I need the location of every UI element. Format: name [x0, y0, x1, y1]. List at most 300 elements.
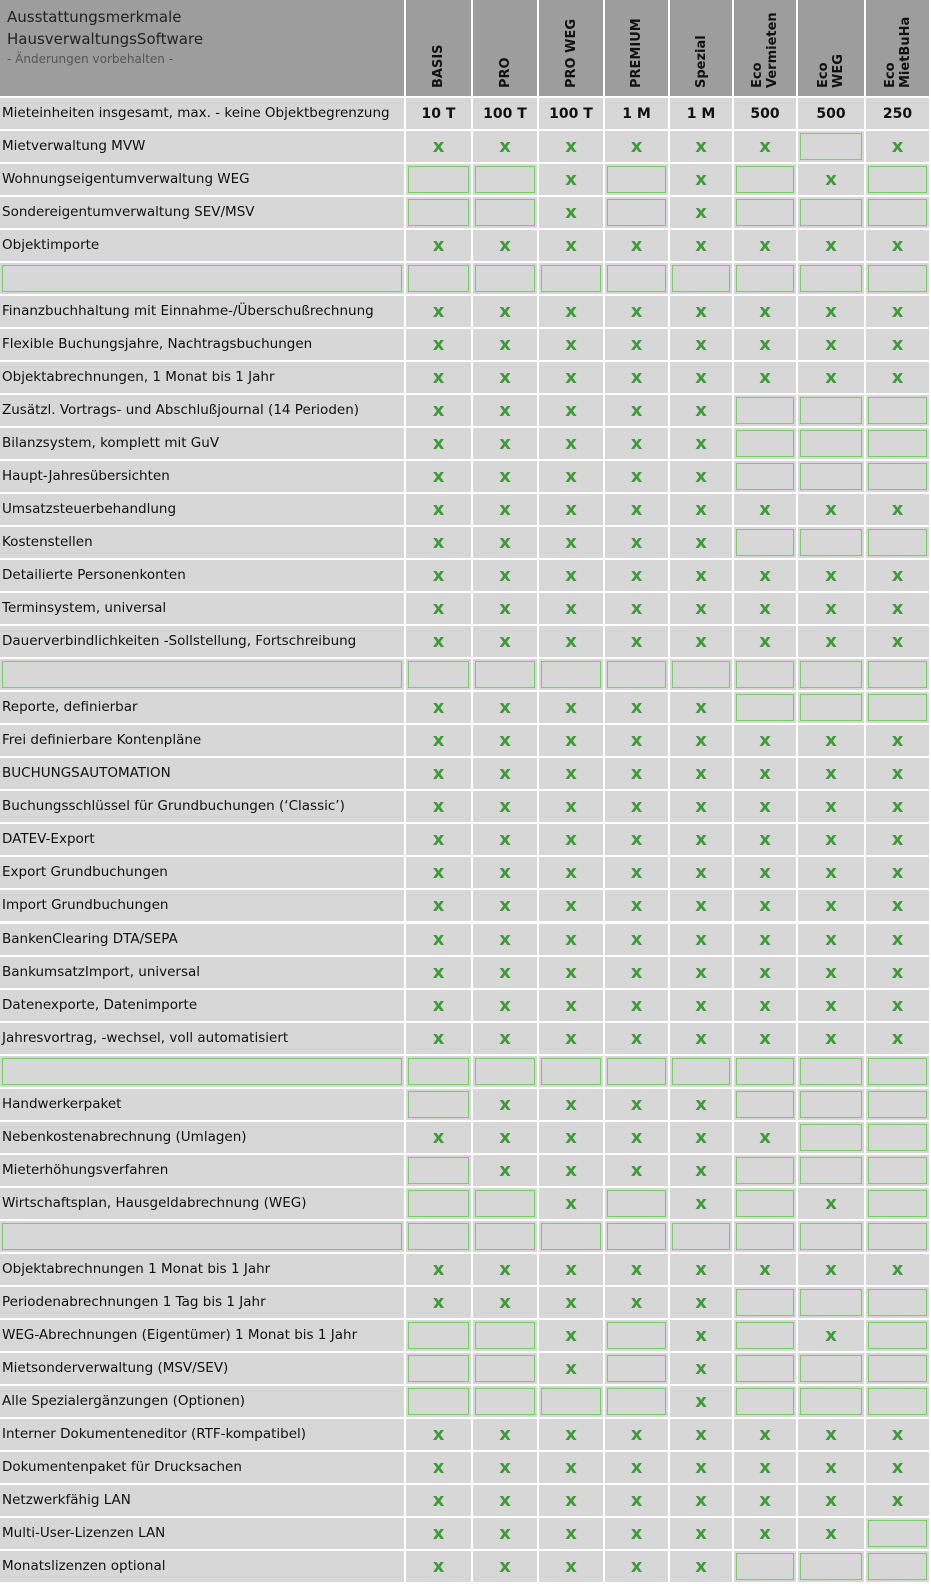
feature-label: Wirtschaftsplan, Hausgeldabrechnung (WEG): [0, 1188, 404, 1219]
feature-label: Objektabrechnungen 1 Monat bis 1 Jahr: [0, 1254, 404, 1285]
column-header-label: PREMIUM: [629, 18, 644, 88]
included-mark: x: [539, 164, 603, 195]
section-separator-cell: [406, 1056, 471, 1087]
included-mark: x: [605, 461, 668, 492]
included-mark: x: [539, 362, 603, 393]
included-mark: x: [866, 890, 929, 921]
included-mark: x: [866, 131, 929, 162]
included-mark: x: [406, 1452, 471, 1483]
not-included-cell: [866, 1122, 929, 1153]
feature-label: Zusätzl. Vortrags- und Abschlußjournal (14 Perioden): [0, 395, 404, 426]
section-separator-cell: [866, 1056, 929, 1087]
not-included-cell: [734, 1353, 796, 1384]
included-mark: x: [539, 1122, 603, 1153]
included-mark: x: [406, 296, 471, 327]
included-mark: x: [734, 1452, 796, 1483]
not-included-cell: [605, 1320, 668, 1351]
included-mark: x: [734, 725, 796, 756]
included-mark: x: [473, 990, 537, 1021]
feature-label: Mieteinheiten insgesamt, max. - keine Objektbegrenzung: [0, 98, 404, 129]
included-mark: x: [539, 560, 603, 591]
included-mark: x: [539, 296, 603, 327]
included-mark: x: [406, 857, 471, 888]
included-mark: x: [605, 362, 668, 393]
included-mark: x: [670, 1188, 732, 1219]
not-included-cell: [406, 1353, 471, 1384]
included-mark: x: [734, 824, 796, 855]
included-mark: x: [670, 164, 732, 195]
included-mark: x: [406, 758, 471, 789]
feature-label: Umsatzsteuerbehandlung: [0, 494, 404, 525]
section-separator-cell: [866, 1221, 929, 1252]
included-mark: x: [605, 1287, 668, 1318]
feature-label: Alle Spezialergänzungen (Optionen): [0, 1386, 404, 1417]
section-separator-cell: [605, 263, 668, 294]
feature-label: Netzwerkfähig LAN: [0, 1485, 404, 1516]
included-mark: x: [670, 626, 732, 657]
not-included-cell: [473, 164, 537, 195]
not-included-cell: [605, 1188, 668, 1219]
included-mark: x: [670, 428, 732, 459]
section-separator-cell: [866, 263, 929, 294]
section-separator-cell: [734, 659, 796, 690]
included-mark: x: [798, 1188, 864, 1219]
not-included-cell: [798, 1089, 864, 1120]
included-mark: x: [406, 1419, 471, 1450]
not-included-cell: [798, 527, 864, 558]
included-mark: x: [406, 1254, 471, 1285]
included-mark: x: [406, 626, 471, 657]
included-mark: x: [670, 1518, 732, 1549]
not-included-cell: [734, 461, 796, 492]
included-mark: x: [734, 230, 796, 261]
column-header-label: Eco WEG: [816, 54, 846, 88]
feature-label: Multi-User-Lizenzen LAN: [0, 1518, 404, 1549]
included-mark: x: [539, 1518, 603, 1549]
included-mark: x: [605, 1254, 668, 1285]
included-mark: x: [734, 890, 796, 921]
not-included-cell: [406, 1155, 471, 1186]
included-mark: x: [670, 1122, 732, 1153]
section-separator-cell: [473, 1221, 537, 1252]
feature-label: Export Grundbuchungen: [0, 857, 404, 888]
included-mark: x: [473, 1287, 537, 1318]
included-mark: x: [406, 362, 471, 393]
included-mark: x: [734, 626, 796, 657]
section-separator-label: [0, 263, 404, 294]
section-separator-cell: [798, 659, 864, 690]
section-separator-cell: [406, 263, 471, 294]
included-mark: x: [539, 924, 603, 955]
section-separator-cell: [605, 1056, 668, 1087]
included-mark: x: [605, 1419, 668, 1450]
not-included-cell: [473, 1188, 537, 1219]
included-mark: x: [670, 1089, 732, 1120]
included-mark: x: [473, 494, 537, 525]
included-mark: x: [539, 1551, 603, 1582]
included-mark: x: [406, 1518, 471, 1549]
included-mark: x: [539, 494, 603, 525]
column-header-eco-vermieten: [734, 0, 796, 96]
not-included-cell: [798, 461, 864, 492]
not-included-cell: [734, 1320, 796, 1351]
not-included-cell: [473, 1353, 537, 1384]
max-units-value: 10 T: [406, 98, 471, 129]
included-mark: x: [605, 957, 668, 988]
section-separator-cell: [539, 1221, 603, 1252]
included-mark: x: [734, 857, 796, 888]
included-mark: x: [670, 230, 732, 261]
included-mark: x: [670, 593, 732, 624]
section-separator-cell: [473, 1056, 537, 1087]
included-mark: x: [406, 560, 471, 591]
included-mark: x: [406, 791, 471, 822]
feature-label: Periodenabrechnungen 1 Tag bis 1 Jahr: [0, 1287, 404, 1318]
not-included-cell: [734, 164, 796, 195]
feature-label: Wohnungseigentumverwaltung WEG: [0, 164, 404, 195]
included-mark: x: [866, 296, 929, 327]
included-mark: x: [670, 1353, 732, 1384]
not-included-cell: [798, 1287, 864, 1318]
section-separator-cell: [473, 659, 537, 690]
not-included-cell: [473, 1320, 537, 1351]
section-separator-cell: [539, 659, 603, 690]
included-mark: x: [406, 1551, 471, 1582]
section-separator-cell: [406, 659, 471, 690]
not-included-cell: [798, 1122, 864, 1153]
included-mark: x: [734, 131, 796, 162]
included-mark: x: [473, 395, 537, 426]
included-mark: x: [798, 626, 864, 657]
feature-label: Mietverwaltung MVW: [0, 131, 404, 162]
included-mark: x: [605, 1023, 668, 1054]
feature-label: Bilanzsystem, komplett mit GuV: [0, 428, 404, 459]
included-mark: x: [473, 1155, 537, 1186]
included-mark: x: [473, 131, 537, 162]
included-mark: x: [473, 1023, 537, 1054]
not-included-cell: [798, 1353, 864, 1384]
included-mark: x: [798, 1254, 864, 1285]
included-mark: x: [866, 957, 929, 988]
not-included-cell: [406, 1320, 471, 1351]
included-mark: x: [670, 1287, 732, 1318]
included-mark: x: [473, 527, 537, 558]
column-header-spezial: [670, 0, 732, 96]
included-mark: x: [539, 1485, 603, 1516]
included-mark: x: [473, 890, 537, 921]
included-mark: x: [670, 560, 732, 591]
included-mark: x: [734, 1518, 796, 1549]
not-included-cell: [734, 527, 796, 558]
feature-label: Mieterhöhungsverfahren: [0, 1155, 404, 1186]
included-mark: x: [734, 494, 796, 525]
included-mark: x: [670, 362, 732, 393]
included-mark: x: [734, 593, 796, 624]
included-mark: x: [406, 461, 471, 492]
column-header-label: BASIS: [431, 44, 446, 88]
feature-label: Kostenstellen: [0, 527, 404, 558]
feature-label: Monatslizenzen optional: [0, 1551, 404, 1582]
included-mark: x: [473, 461, 537, 492]
not-included-cell: [734, 1089, 796, 1120]
included-mark: x: [539, 1287, 603, 1318]
included-mark: x: [866, 758, 929, 789]
not-included-cell: [406, 1089, 471, 1120]
included-mark: x: [539, 1353, 603, 1384]
included-mark: x: [670, 692, 732, 723]
included-mark: x: [670, 1485, 732, 1516]
included-mark: x: [605, 593, 668, 624]
feature-label: Dokumentenpaket für Drucksachen: [0, 1452, 404, 1483]
table-title-cell: [0, 0, 404, 96]
included-mark: x: [734, 1485, 796, 1516]
included-mark: x: [734, 329, 796, 360]
feature-label: Haupt-Jahresübersichten: [0, 461, 404, 492]
included-mark: x: [473, 857, 537, 888]
included-mark: x: [539, 1254, 603, 1285]
not-included-cell: [866, 395, 929, 426]
not-included-cell: [866, 527, 929, 558]
included-mark: x: [605, 494, 668, 525]
not-included-cell: [734, 1551, 796, 1582]
included-mark: x: [406, 395, 471, 426]
not-included-cell: [539, 1386, 603, 1417]
included-mark: x: [670, 1386, 732, 1417]
included-mark: x: [734, 296, 796, 327]
not-included-cell: [605, 1353, 668, 1384]
feature-label: Terminsystem, universal: [0, 593, 404, 624]
max-units-value: 100 T: [473, 98, 537, 129]
section-separator-label: [0, 1056, 404, 1087]
included-mark: x: [605, 428, 668, 459]
included-mark: x: [866, 494, 929, 525]
feature-label: Buchungsschlüssel für Grundbuchungen (‘Classic’): [0, 791, 404, 822]
included-mark: x: [734, 924, 796, 955]
included-mark: x: [798, 990, 864, 1021]
included-mark: x: [866, 1419, 929, 1450]
included-mark: x: [734, 990, 796, 1021]
included-mark: x: [473, 725, 537, 756]
included-mark: x: [539, 1320, 603, 1351]
included-mark: x: [605, 395, 668, 426]
section-separator-cell: [866, 659, 929, 690]
included-mark: x: [406, 230, 471, 261]
included-mark: x: [866, 924, 929, 955]
included-mark: x: [406, 1485, 471, 1516]
feature-label: Objektabrechnungen, 1 Monat bis 1 Jahr: [0, 362, 404, 393]
included-mark: x: [473, 626, 537, 657]
max-units-value: 1 M: [605, 98, 668, 129]
included-mark: x: [798, 1518, 864, 1549]
included-mark: x: [473, 924, 537, 955]
included-mark: x: [798, 164, 864, 195]
included-mark: x: [539, 1089, 603, 1120]
included-mark: x: [798, 791, 864, 822]
included-mark: x: [798, 362, 864, 393]
included-mark: x: [473, 1452, 537, 1483]
included-mark: x: [539, 857, 603, 888]
included-mark: x: [473, 1419, 537, 1450]
included-mark: x: [406, 593, 471, 624]
section-separator-cell: [605, 659, 668, 690]
included-mark: x: [539, 197, 603, 228]
column-header-basis: [406, 0, 471, 96]
not-included-cell: [866, 1551, 929, 1582]
not-included-cell: [406, 1188, 471, 1219]
feature-label: BankumsatzImport, universal: [0, 957, 404, 988]
not-included-cell: [605, 164, 668, 195]
included-mark: x: [734, 362, 796, 393]
feature-label: Finanzbuchhaltung mit Einnahme-/Überschußrechnung: [0, 296, 404, 327]
max-units-value: 100 T: [539, 98, 603, 129]
not-included-cell: [866, 692, 929, 723]
section-separator-cell: [734, 263, 796, 294]
feature-label: Sondereigentumverwaltung SEV/MSV: [0, 197, 404, 228]
included-mark: x: [539, 692, 603, 723]
included-mark: x: [798, 824, 864, 855]
included-mark: x: [670, 296, 732, 327]
included-mark: x: [473, 758, 537, 789]
not-included-cell: [866, 164, 929, 195]
feature-label: Frei definierbare Kontenpläne: [0, 725, 404, 756]
not-included-cell: [798, 395, 864, 426]
included-mark: x: [539, 1419, 603, 1450]
included-mark: x: [670, 824, 732, 855]
not-included-cell: [734, 1386, 796, 1417]
included-mark: x: [605, 1452, 668, 1483]
not-included-cell: [406, 197, 471, 228]
included-mark: x: [670, 1023, 732, 1054]
included-mark: x: [866, 1023, 929, 1054]
included-mark: x: [866, 791, 929, 822]
max-units-value: 1 M: [670, 98, 732, 129]
section-separator-cell: [670, 1056, 732, 1087]
included-mark: x: [406, 957, 471, 988]
included-mark: x: [670, 494, 732, 525]
included-mark: x: [473, 1518, 537, 1549]
included-mark: x: [866, 329, 929, 360]
included-mark: x: [539, 1023, 603, 1054]
included-mark: x: [798, 857, 864, 888]
included-mark: x: [866, 1254, 929, 1285]
section-separator-cell: [406, 1221, 471, 1252]
max-units-value: 500: [798, 98, 864, 129]
included-mark: x: [473, 560, 537, 591]
included-mark: x: [670, 329, 732, 360]
included-mark: x: [406, 1023, 471, 1054]
included-mark: x: [670, 1419, 732, 1450]
not-included-cell: [734, 395, 796, 426]
section-separator-cell: [734, 1221, 796, 1252]
included-mark: x: [605, 1155, 668, 1186]
included-mark: x: [539, 824, 603, 855]
included-mark: x: [539, 329, 603, 360]
included-mark: x: [866, 560, 929, 591]
column-header-label: Eco Vermieten: [750, 12, 780, 88]
section-separator-cell: [734, 1056, 796, 1087]
included-mark: x: [866, 824, 929, 855]
not-included-cell: [734, 197, 796, 228]
feature-label: Dauerverbindlichkeiten -Sollstellung, Fortschreibung: [0, 626, 404, 657]
included-mark: x: [473, 329, 537, 360]
not-included-cell: [798, 1155, 864, 1186]
included-mark: x: [866, 593, 929, 624]
not-included-cell: [866, 1155, 929, 1186]
not-included-cell: [473, 1386, 537, 1417]
feature-label: Jahresvortrag, -wechsel, voll automatisiert: [0, 1023, 404, 1054]
feature-label: Nebenkostenabrechnung (Umlagen): [0, 1122, 404, 1153]
included-mark: x: [406, 725, 471, 756]
feature-label: Flexible Buchungsjahre, Nachtragsbuchungen: [0, 329, 404, 360]
included-mark: x: [798, 758, 864, 789]
included-mark: x: [605, 527, 668, 558]
included-mark: x: [798, 1320, 864, 1351]
included-mark: x: [473, 824, 537, 855]
title-line-1: Ausstattungsmerkmale: [7, 8, 182, 26]
max-units-value: 250: [866, 98, 929, 129]
included-mark: x: [798, 1023, 864, 1054]
not-included-cell: [798, 131, 864, 162]
section-separator-cell: [670, 659, 732, 690]
included-mark: x: [798, 494, 864, 525]
feature-label: Reporte, definierbar: [0, 692, 404, 723]
section-separator-cell: [798, 1056, 864, 1087]
included-mark: x: [539, 990, 603, 1021]
not-included-cell: [734, 428, 796, 459]
included-mark: x: [670, 1320, 732, 1351]
not-included-cell: [866, 1353, 929, 1384]
included-mark: x: [473, 957, 537, 988]
included-mark: x: [734, 1254, 796, 1285]
included-mark: x: [605, 296, 668, 327]
included-mark: x: [798, 296, 864, 327]
section-separator-label: [0, 659, 404, 690]
included-mark: x: [605, 1122, 668, 1153]
included-mark: x: [605, 1089, 668, 1120]
included-mark: x: [734, 1023, 796, 1054]
included-mark: x: [539, 131, 603, 162]
included-mark: x: [406, 428, 471, 459]
included-mark: x: [539, 230, 603, 261]
included-mark: x: [798, 230, 864, 261]
included-mark: x: [539, 428, 603, 459]
included-mark: x: [798, 725, 864, 756]
included-mark: x: [605, 758, 668, 789]
included-mark: x: [670, 990, 732, 1021]
included-mark: x: [539, 626, 603, 657]
included-mark: x: [605, 329, 668, 360]
included-mark: x: [670, 1452, 732, 1483]
included-mark: x: [670, 890, 732, 921]
included-mark: x: [866, 1452, 929, 1483]
included-mark: x: [670, 725, 732, 756]
included-mark: x: [670, 1254, 732, 1285]
included-mark: x: [539, 593, 603, 624]
included-mark: x: [539, 1155, 603, 1186]
included-mark: x: [670, 857, 732, 888]
included-mark: x: [605, 1551, 668, 1582]
included-mark: x: [670, 957, 732, 988]
included-mark: x: [539, 791, 603, 822]
included-mark: x: [798, 1485, 864, 1516]
included-mark: x: [605, 990, 668, 1021]
included-mark: x: [670, 1551, 732, 1582]
section-separator-cell: [539, 1056, 603, 1087]
feature-label: WEG-Abrechnungen (Eigentümer) 1 Monat bis 1 Jahr: [0, 1320, 404, 1351]
section-separator-cell: [605, 1221, 668, 1252]
included-mark: x: [473, 593, 537, 624]
not-included-cell: [866, 1320, 929, 1351]
